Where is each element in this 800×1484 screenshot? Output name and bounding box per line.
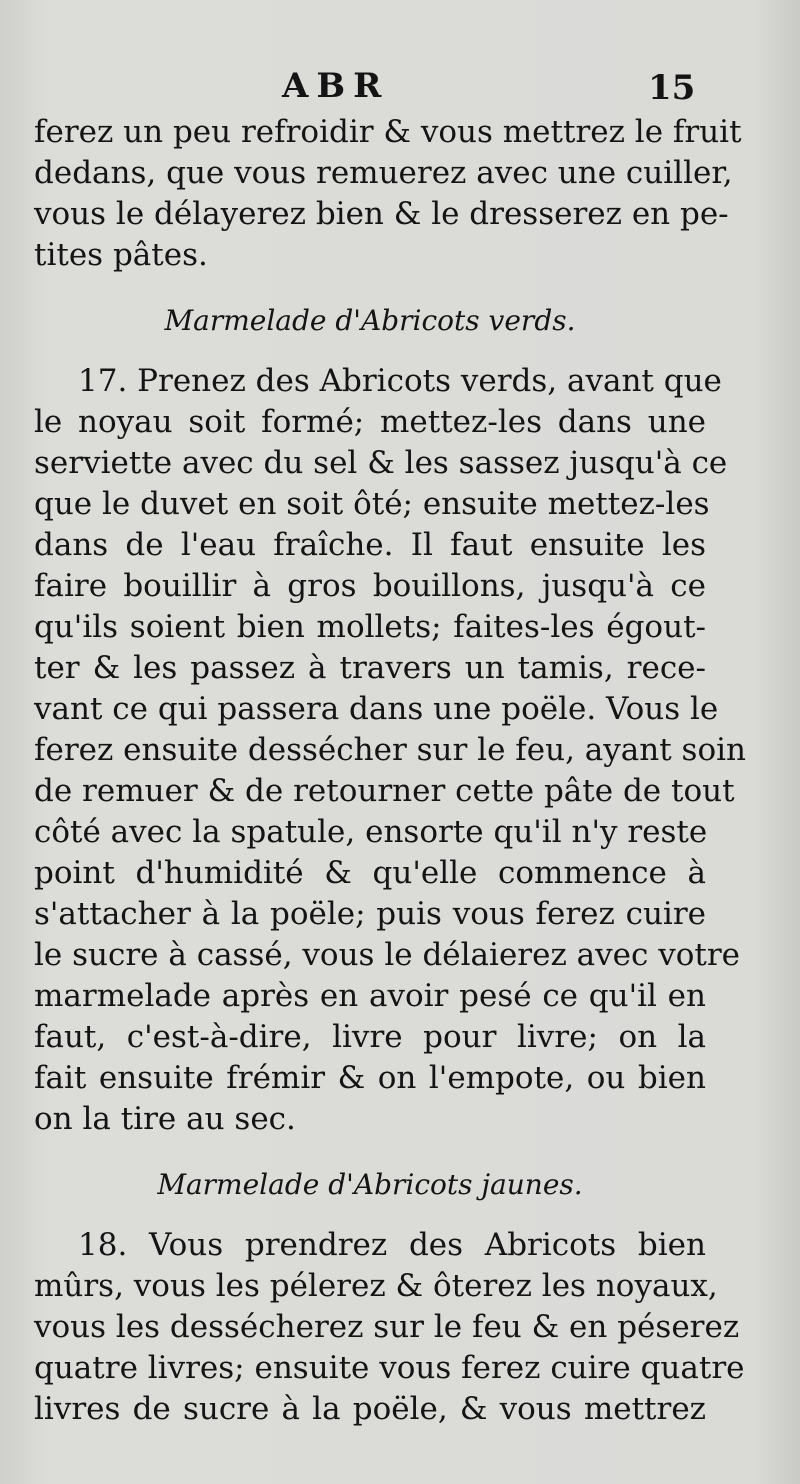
running-head: ABR [282, 66, 390, 106]
text-line: 17. Prenez des Abricots verds, avant que [78, 363, 722, 399]
text-line: vous les dessécherez sur le feu & en péserez [34, 1309, 740, 1345]
text-line: tites pâtes. [34, 237, 208, 273]
section-heading-17: Marmelade d'Abricots verds. [164, 304, 576, 337]
text-line: dedans, que vous remuerez avec une cuiller, [34, 155, 733, 191]
text-line: que le duvet en soit ôté; ensuite mettez-les [34, 486, 710, 522]
text-line: s'attacher à la poële; puis vous ferez cuire [34, 896, 706, 932]
page-header [0, 66, 800, 116]
text-line: qu'ils soient bien mollets; faites-les égout- [34, 609, 706, 645]
text-line: de remuer & de retourner cette pâte de tout [34, 773, 735, 809]
page-number: 15 [648, 68, 696, 108]
text-line: quatre livres; ensuite vous ferez cuire quatre [34, 1350, 745, 1386]
text-line: mûrs, vous les pélerez & ôterez les noyaux, [34, 1268, 718, 1304]
paragraph-continuation [34, 112, 742, 276]
text-line: serviette avec du sel & les sassez jusqu'à ce [34, 445, 728, 481]
text-line: livres de sucre à la poële, & vous mettrez [34, 1391, 706, 1427]
body-text [34, 112, 746, 1430]
text-line: faire bouillir à gros bouillons, jusqu'à ce [34, 568, 706, 604]
text-line: côté avec la spatule, ensorte qu'il n'y reste [34, 814, 708, 850]
text-line: faut, c'est-à-dire, livre pour livre; on la [34, 1019, 706, 1055]
text-line: dans de l'eau fraîche. Il faut ensuite les [34, 527, 706, 563]
text-line: on la tire au sec. [34, 1101, 296, 1137]
text-line: ferez un peu refroidir & vous mettrez le fruit [34, 114, 742, 150]
text-line: ter & les passez à travers un tamis, rece- [34, 650, 706, 686]
paragraph-18 [34, 1225, 745, 1430]
text-line: vant ce qui passera dans une poële. Vous le [34, 691, 719, 727]
text-line: le sucre à cassé, vous le délaierez avec votre [34, 937, 740, 973]
paragraph-17 [34, 361, 746, 1140]
text-line: 18. Vous prendrez des Abricots bien [78, 1227, 706, 1263]
text-line: marmelade après en avoir pesé ce qu'il en [34, 978, 706, 1014]
section-heading-18: Marmelade d'Abricots jaunes. [157, 1168, 583, 1201]
text-line: point d'humidité & qu'elle commence à [34, 855, 706, 891]
text-line: fait ensuite frémir & on l'empote, ou bien [34, 1060, 706, 1096]
text-line: le noyau soit formé; mettez-les dans une [34, 404, 706, 440]
text-line: ferez ensuite dessécher sur le feu, ayant soin [34, 732, 746, 768]
text-line: vous le délayerez bien & le dresserez en pe- [34, 196, 729, 232]
